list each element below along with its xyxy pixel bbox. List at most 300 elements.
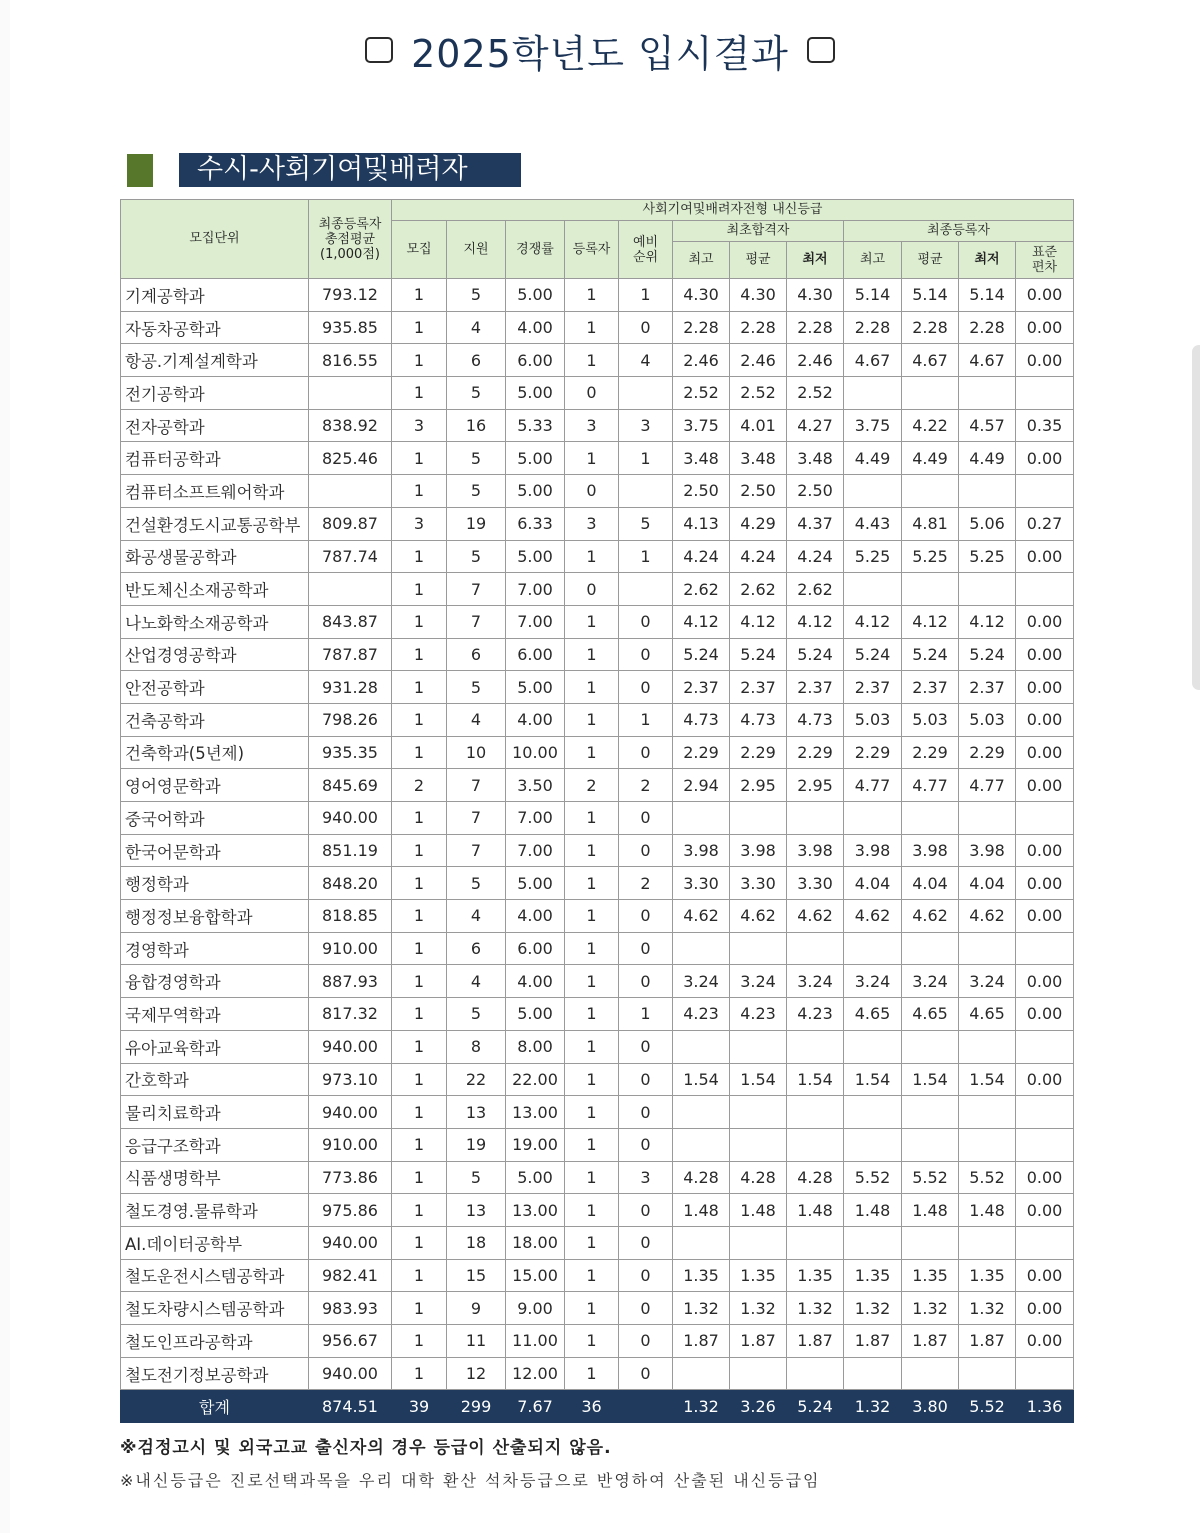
row-cell bbox=[730, 932, 787, 965]
header-final-best: 최고 bbox=[844, 242, 902, 279]
row-cell: 1 bbox=[619, 279, 673, 312]
row-cell: 973.10 bbox=[309, 1063, 392, 1096]
row-cell: 6.00 bbox=[506, 344, 565, 377]
row-cell: 7 bbox=[447, 769, 506, 802]
row-cell: 4.13 bbox=[673, 507, 730, 540]
row-cell: 1 bbox=[565, 867, 619, 900]
row-cell: 0.00 bbox=[1016, 1063, 1074, 1096]
row-cell: 1 bbox=[392, 344, 447, 377]
row-cell: 1 bbox=[392, 1357, 447, 1390]
row-cell: 2.28 bbox=[673, 311, 730, 344]
row-cell: 1.35 bbox=[844, 1259, 902, 1292]
row-cell bbox=[959, 1128, 1016, 1161]
row-cell: 6 bbox=[447, 638, 506, 671]
row-cell: 1 bbox=[565, 736, 619, 769]
row-cell bbox=[730, 802, 787, 835]
table-row bbox=[121, 1096, 1074, 1129]
row-cell: 4.00 bbox=[506, 703, 565, 736]
table-row bbox=[121, 475, 1074, 508]
row-cell: 1.54 bbox=[959, 1063, 1016, 1096]
row-cell bbox=[787, 1030, 844, 1063]
row-cell: 1.32 bbox=[902, 1292, 959, 1325]
row-cell: 4.67 bbox=[959, 344, 1016, 377]
row-cell: 1 bbox=[392, 703, 447, 736]
row-cell: 9 bbox=[447, 1292, 506, 1325]
row-cell: 4.00 bbox=[506, 900, 565, 933]
row-cell: 0.00 bbox=[1016, 279, 1074, 312]
row-cell: 5.14 bbox=[959, 279, 1016, 312]
row-cell: 1 bbox=[392, 311, 447, 344]
row-cell: 935.35 bbox=[309, 736, 392, 769]
row-cell bbox=[619, 573, 673, 606]
row-cell bbox=[844, 802, 902, 835]
row-cell: 5.25 bbox=[902, 540, 959, 573]
table-row bbox=[121, 671, 1074, 704]
row-cell bbox=[959, 932, 1016, 965]
row-unit-name: 물리치료학과 bbox=[121, 1096, 309, 1129]
row-cell: 4.62 bbox=[844, 900, 902, 933]
row-cell: 787.74 bbox=[309, 540, 392, 573]
row-unit-name: 철도경영.물류학과 bbox=[121, 1194, 309, 1227]
row-cell: 0.00 bbox=[1016, 1325, 1074, 1358]
row-cell: 0 bbox=[619, 802, 673, 835]
row-cell bbox=[844, 1030, 902, 1063]
row-cell: 2.46 bbox=[787, 344, 844, 377]
row-cell: 1 bbox=[392, 1325, 447, 1358]
row-cell: 3.75 bbox=[673, 409, 730, 442]
row-cell: 4.04 bbox=[959, 867, 1016, 900]
row-cell: 4.62 bbox=[730, 900, 787, 933]
row-cell: 1 bbox=[565, 1161, 619, 1194]
row-cell: 1 bbox=[565, 1194, 619, 1227]
row-cell: 2.37 bbox=[959, 671, 1016, 704]
row-cell: 5.33 bbox=[506, 409, 565, 442]
row-cell: 2.95 bbox=[730, 769, 787, 802]
table-row bbox=[121, 1357, 1074, 1390]
row-cell: 1.48 bbox=[959, 1194, 1016, 1227]
row-cell: 4.30 bbox=[787, 279, 844, 312]
row-cell: 1 bbox=[565, 540, 619, 573]
row-cell: 4.30 bbox=[673, 279, 730, 312]
row-cell: 4 bbox=[447, 900, 506, 933]
row-cell bbox=[1016, 932, 1074, 965]
row-cell: 0 bbox=[619, 1259, 673, 1292]
row-cell: 4.81 bbox=[902, 507, 959, 540]
row-cell bbox=[787, 1128, 844, 1161]
row-cell: 4.30 bbox=[730, 279, 787, 312]
row-cell: 1 bbox=[392, 1259, 447, 1292]
note-grade-method: ※내신등급은 진로선택과목을 우리 대학 환산 석차등급으로 반영하여 산출된 내신등급임 bbox=[120, 1471, 821, 1490]
row-cell: 4.04 bbox=[902, 867, 959, 900]
row-cell: 4 bbox=[447, 311, 506, 344]
row-cell: 4.04 bbox=[844, 867, 902, 900]
row-cell: 7.00 bbox=[506, 573, 565, 606]
row-cell bbox=[902, 802, 959, 835]
row-cell: 4.65 bbox=[902, 998, 959, 1031]
row-cell bbox=[787, 932, 844, 965]
row-cell: 5 bbox=[447, 998, 506, 1031]
row-cell bbox=[844, 573, 902, 606]
total-cell: 36 bbox=[565, 1390, 619, 1423]
total-cell: 3.80 bbox=[902, 1390, 959, 1423]
row-cell: 3 bbox=[565, 507, 619, 540]
row-cell: 9.00 bbox=[506, 1292, 565, 1325]
results-table bbox=[120, 199, 1074, 1423]
row-cell: 3.48 bbox=[787, 442, 844, 475]
row-cell: 3 bbox=[392, 409, 447, 442]
row-cell: 0.35 bbox=[1016, 409, 1074, 442]
row-cell: 0.00 bbox=[1016, 998, 1074, 1031]
row-cell: 975.86 bbox=[309, 1194, 392, 1227]
row-unit-name: AI.데이터공학부 bbox=[121, 1226, 309, 1259]
row-cell: 0.00 bbox=[1016, 703, 1074, 736]
table-row bbox=[121, 573, 1074, 606]
row-unit-name: 나노화학소재공학과 bbox=[121, 605, 309, 638]
row-cell: 4.49 bbox=[844, 442, 902, 475]
row-cell: 5 bbox=[447, 867, 506, 900]
row-cell: 5.03 bbox=[844, 703, 902, 736]
row-cell: 0 bbox=[619, 834, 673, 867]
row-cell: 2.62 bbox=[673, 573, 730, 606]
row-cell: 22 bbox=[447, 1063, 506, 1096]
table-row bbox=[121, 900, 1074, 933]
row-cell bbox=[902, 475, 959, 508]
row-cell: 5.24 bbox=[730, 638, 787, 671]
row-cell bbox=[959, 573, 1016, 606]
row-cell: 13.00 bbox=[506, 1194, 565, 1227]
row-cell: 4.62 bbox=[902, 900, 959, 933]
row-cell: 1 bbox=[392, 932, 447, 965]
row-cell: 5.00 bbox=[506, 867, 565, 900]
row-cell bbox=[959, 1030, 1016, 1063]
table-row bbox=[121, 605, 1074, 638]
row-cell: 3.50 bbox=[506, 769, 565, 802]
row-cell: 16 bbox=[447, 409, 506, 442]
row-cell bbox=[959, 475, 1016, 508]
row-cell: 5.00 bbox=[506, 442, 565, 475]
row-cell: 4.00 bbox=[506, 311, 565, 344]
row-cell bbox=[844, 1226, 902, 1259]
row-cell: 1 bbox=[565, 311, 619, 344]
row-cell: 0 bbox=[565, 573, 619, 606]
total-cell: 7.67 bbox=[506, 1390, 565, 1423]
row-cell: 2.28 bbox=[730, 311, 787, 344]
row-cell: 0.00 bbox=[1016, 834, 1074, 867]
row-cell bbox=[1016, 573, 1074, 606]
row-cell bbox=[673, 1357, 730, 1390]
row-cell bbox=[673, 1128, 730, 1161]
row-cell: 3.24 bbox=[673, 965, 730, 998]
row-cell: 910.00 bbox=[309, 1128, 392, 1161]
row-cell: 1 bbox=[392, 1128, 447, 1161]
row-cell: 910.00 bbox=[309, 932, 392, 965]
row-cell: 2.52 bbox=[673, 377, 730, 410]
row-cell: 940.00 bbox=[309, 1096, 392, 1129]
row-cell: 843.87 bbox=[309, 605, 392, 638]
row-cell: 0.27 bbox=[1016, 507, 1074, 540]
row-cell: 5.14 bbox=[844, 279, 902, 312]
row-unit-name: 간호학과 bbox=[121, 1063, 309, 1096]
row-cell bbox=[844, 932, 902, 965]
row-cell: 787.87 bbox=[309, 638, 392, 671]
row-cell: 1 bbox=[565, 671, 619, 704]
row-cell: 5.24 bbox=[787, 638, 844, 671]
table-row bbox=[121, 932, 1074, 965]
row-cell: 4.67 bbox=[902, 344, 959, 377]
row-cell: 5.00 bbox=[506, 377, 565, 410]
row-cell: 0.00 bbox=[1016, 442, 1074, 475]
row-cell bbox=[1016, 1226, 1074, 1259]
row-cell: 8.00 bbox=[506, 1030, 565, 1063]
row-cell: 5.00 bbox=[506, 475, 565, 508]
row-cell bbox=[1016, 1357, 1074, 1390]
row-cell: 5 bbox=[619, 507, 673, 540]
row-cell bbox=[959, 1357, 1016, 1390]
row-cell bbox=[787, 802, 844, 835]
row-unit-name: 융합경영학과 bbox=[121, 965, 309, 998]
header-enrolled: 등록자 bbox=[565, 221, 619, 279]
header-final-avg: 평균 bbox=[902, 242, 959, 279]
header-ratio: 경쟁률 bbox=[506, 221, 565, 279]
row-cell: 10.00 bbox=[506, 736, 565, 769]
row-unit-name: 화공생물공학과 bbox=[121, 540, 309, 573]
row-unit-name: 행정정보융합학과 bbox=[121, 900, 309, 933]
row-cell: 3 bbox=[619, 1161, 673, 1194]
row-cell bbox=[844, 377, 902, 410]
row-cell: 4.23 bbox=[673, 998, 730, 1031]
row-cell: 3.30 bbox=[787, 867, 844, 900]
header-initial-worst: 최저 bbox=[787, 242, 844, 279]
row-cell: 5.14 bbox=[902, 279, 959, 312]
row-cell: 1 bbox=[392, 475, 447, 508]
row-cell: 4.12 bbox=[673, 605, 730, 638]
row-cell: 0 bbox=[619, 1325, 673, 1358]
row-cell: 1.54 bbox=[844, 1063, 902, 1096]
total-label: 합계 bbox=[121, 1390, 309, 1423]
row-cell: 4.28 bbox=[673, 1161, 730, 1194]
table-row bbox=[121, 442, 1074, 475]
row-cell bbox=[309, 475, 392, 508]
row-cell: 4 bbox=[447, 965, 506, 998]
row-cell bbox=[902, 1226, 959, 1259]
row-cell: 3.98 bbox=[959, 834, 1016, 867]
table-row bbox=[121, 998, 1074, 1031]
row-cell bbox=[902, 1128, 959, 1161]
row-cell: 2.62 bbox=[730, 573, 787, 606]
row-cell: 5.24 bbox=[844, 638, 902, 671]
row-cell: 2.28 bbox=[844, 311, 902, 344]
row-unit-name: 건축학과(5년제) bbox=[121, 736, 309, 769]
row-unit-name: 자동차공학과 bbox=[121, 311, 309, 344]
row-cell: 1 bbox=[619, 540, 673, 573]
row-cell: 940.00 bbox=[309, 1357, 392, 1390]
row-cell bbox=[1016, 377, 1074, 410]
row-cell: 2.37 bbox=[730, 671, 787, 704]
row-cell: 5.00 bbox=[506, 279, 565, 312]
table-row bbox=[121, 409, 1074, 442]
row-cell: 1 bbox=[565, 279, 619, 312]
row-cell bbox=[902, 932, 959, 965]
table-row bbox=[121, 507, 1074, 540]
row-cell: 5.25 bbox=[959, 540, 1016, 573]
header-initial: 최초합격자 bbox=[673, 221, 844, 242]
row-cell: 1 bbox=[392, 802, 447, 835]
table-row bbox=[121, 1063, 1074, 1096]
row-cell bbox=[787, 1096, 844, 1129]
row-cell: 0 bbox=[619, 932, 673, 965]
row-cell: 4.12 bbox=[730, 605, 787, 638]
row-cell: 4.77 bbox=[844, 769, 902, 802]
row-cell: 5.03 bbox=[959, 703, 1016, 736]
row-cell: 1.48 bbox=[730, 1194, 787, 1227]
row-cell: 1 bbox=[565, 605, 619, 638]
row-cell: 4.28 bbox=[730, 1161, 787, 1194]
row-cell: 4.43 bbox=[844, 507, 902, 540]
row-cell: 3 bbox=[392, 507, 447, 540]
row-cell: 13.00 bbox=[506, 1096, 565, 1129]
row-cell: 793.12 bbox=[309, 279, 392, 312]
row-cell: 1.32 bbox=[844, 1292, 902, 1325]
row-cell: 0 bbox=[619, 900, 673, 933]
row-cell: 940.00 bbox=[309, 1030, 392, 1063]
row-cell: 0.00 bbox=[1016, 736, 1074, 769]
row-cell: 1 bbox=[565, 900, 619, 933]
row-cell: 5.25 bbox=[844, 540, 902, 573]
row-cell: 1 bbox=[392, 540, 447, 573]
row-cell: 4.49 bbox=[959, 442, 1016, 475]
row-cell: 1.54 bbox=[902, 1063, 959, 1096]
row-cell: 817.32 bbox=[309, 998, 392, 1031]
row-cell: 2.46 bbox=[673, 344, 730, 377]
row-cell: 5.03 bbox=[902, 703, 959, 736]
row-cell: 1 bbox=[392, 900, 447, 933]
row-cell: 1 bbox=[392, 1096, 447, 1129]
row-unit-name: 철도인프라공학과 bbox=[121, 1325, 309, 1358]
row-cell: 0.00 bbox=[1016, 1259, 1074, 1292]
row-cell: 7 bbox=[447, 802, 506, 835]
table-row bbox=[121, 1030, 1074, 1063]
scroll-edge-handle[interactable] bbox=[1192, 345, 1200, 690]
row-cell: 1 bbox=[392, 998, 447, 1031]
row-cell: 825.46 bbox=[309, 442, 392, 475]
section-marker-icon bbox=[127, 154, 153, 187]
row-cell: 838.92 bbox=[309, 409, 392, 442]
title-right-box-icon bbox=[807, 37, 835, 63]
row-cell: 4.29 bbox=[730, 507, 787, 540]
table-total-row bbox=[121, 1390, 1074, 1423]
row-cell: 4 bbox=[619, 344, 673, 377]
row-cell: 3 bbox=[619, 409, 673, 442]
row-cell: 4.37 bbox=[787, 507, 844, 540]
row-cell: 4.57 bbox=[959, 409, 1016, 442]
header-final: 최종등록자 bbox=[844, 221, 1074, 242]
row-cell bbox=[730, 1128, 787, 1161]
header-waitlist bbox=[619, 221, 673, 279]
notes bbox=[120, 1433, 1120, 1491]
row-cell: 3.24 bbox=[730, 965, 787, 998]
row-cell: 1.54 bbox=[730, 1063, 787, 1096]
row-cell: 4.77 bbox=[902, 769, 959, 802]
row-cell: 1.54 bbox=[673, 1063, 730, 1096]
row-cell: 11 bbox=[447, 1325, 506, 1358]
row-cell bbox=[959, 1226, 1016, 1259]
row-cell: 887.93 bbox=[309, 965, 392, 998]
row-cell bbox=[673, 932, 730, 965]
row-cell: 1.35 bbox=[787, 1259, 844, 1292]
row-cell: 1.35 bbox=[902, 1259, 959, 1292]
header-sd bbox=[1016, 242, 1074, 279]
row-cell bbox=[619, 475, 673, 508]
row-cell bbox=[673, 802, 730, 835]
row-cell: 3.98 bbox=[673, 834, 730, 867]
row-cell: 4.73 bbox=[673, 703, 730, 736]
row-cell: 0 bbox=[619, 311, 673, 344]
row-cell: 5 bbox=[447, 442, 506, 475]
row-cell: 3 bbox=[565, 409, 619, 442]
row-cell: 22.00 bbox=[506, 1063, 565, 1096]
row-cell: 0 bbox=[619, 1357, 673, 1390]
row-cell: 0 bbox=[565, 475, 619, 508]
row-cell: 851.19 bbox=[309, 834, 392, 867]
row-cell: 4.73 bbox=[787, 703, 844, 736]
note-grade-exception: ※검정고시 및 외국고교 출신자의 경우 등급이 산출되지 않음. bbox=[120, 1438, 612, 1458]
row-cell bbox=[902, 377, 959, 410]
row-cell: 1.87 bbox=[787, 1325, 844, 1358]
row-cell: 0 bbox=[619, 736, 673, 769]
row-unit-name: 컴퓨터소프트웨어학과 bbox=[121, 475, 309, 508]
row-unit-name: 산업경영공학과 bbox=[121, 638, 309, 671]
table-row bbox=[121, 965, 1074, 998]
row-cell bbox=[902, 1096, 959, 1129]
table-body bbox=[121, 279, 1074, 1423]
row-cell: 5.24 bbox=[673, 638, 730, 671]
row-cell: 1.48 bbox=[787, 1194, 844, 1227]
table-row bbox=[121, 279, 1074, 312]
row-cell: 5.00 bbox=[506, 998, 565, 1031]
row-cell: 2.28 bbox=[787, 311, 844, 344]
row-cell: 15.00 bbox=[506, 1259, 565, 1292]
row-unit-name: 철도전기정보공학과 bbox=[121, 1357, 309, 1390]
row-cell: 1.48 bbox=[902, 1194, 959, 1227]
row-cell: 1.32 bbox=[673, 1292, 730, 1325]
row-cell: 12.00 bbox=[506, 1357, 565, 1390]
row-cell: 2.29 bbox=[787, 736, 844, 769]
row-cell bbox=[902, 573, 959, 606]
header-recruit: 모집 bbox=[392, 221, 447, 279]
row-cell: 0 bbox=[619, 1030, 673, 1063]
row-cell: 1 bbox=[565, 1030, 619, 1063]
row-cell: 7 bbox=[447, 834, 506, 867]
row-cell: 3.24 bbox=[844, 965, 902, 998]
row-cell: 1.87 bbox=[959, 1325, 1016, 1358]
row-cell: 3.98 bbox=[730, 834, 787, 867]
row-cell bbox=[1016, 1128, 1074, 1161]
title-left-box-icon bbox=[365, 37, 393, 63]
row-cell: 3.30 bbox=[673, 867, 730, 900]
row-cell bbox=[1016, 1030, 1074, 1063]
header-initial-avg: 평균 bbox=[730, 242, 787, 279]
row-cell bbox=[619, 377, 673, 410]
row-unit-name: 한국어문학과 bbox=[121, 834, 309, 867]
row-cell: 2 bbox=[619, 867, 673, 900]
row-cell: 4.23 bbox=[787, 998, 844, 1031]
table-row bbox=[121, 540, 1074, 573]
row-cell: 848.20 bbox=[309, 867, 392, 900]
row-cell: 2.37 bbox=[787, 671, 844, 704]
table-row bbox=[121, 1325, 1074, 1358]
row-cell: 1 bbox=[392, 736, 447, 769]
row-cell: 956.67 bbox=[309, 1325, 392, 1358]
